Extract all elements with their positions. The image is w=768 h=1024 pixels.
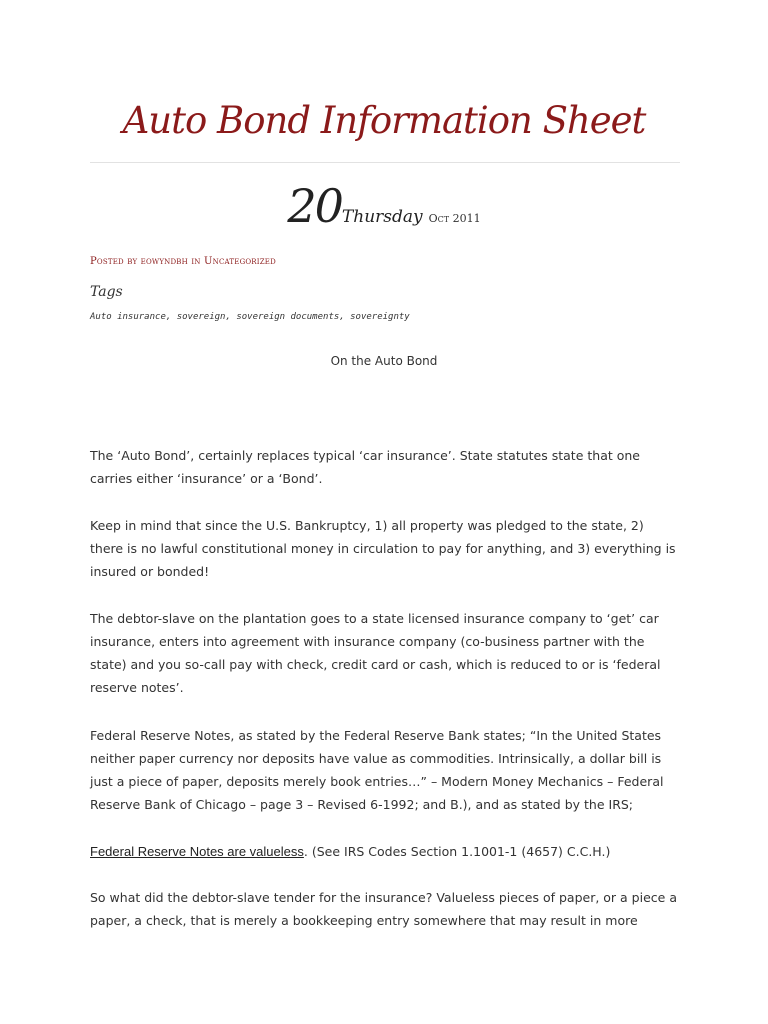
date-weekday: Thursday bbox=[341, 207, 423, 227]
tag-link[interactable]: Auto insurance bbox=[90, 312, 166, 322]
posted-by-label: Posted by bbox=[90, 256, 138, 267]
tag-link[interactable]: sovereignty bbox=[350, 312, 410, 322]
post-date bbox=[0, 178, 768, 234]
body-paragraph: The debtor-slave on the plantation goes to a state licensed insurance company to ‘get’ car insurance, enters into agreement with insurance company (co-business partner with the state) and you so-call pay with check, credit card or cash, which is reduced to or is ‘federal reserve notes’. bbox=[90, 611, 661, 695]
author-link[interactable]: eowyndbh bbox=[140, 256, 188, 267]
tag-link[interactable]: sovereign documents bbox=[236, 312, 340, 322]
body-paragraph bbox=[90, 840, 680, 863]
body-paragraph: Federal Reserve Notes, as stated by the Federal Reserve Bank states; “In the United States neither paper currency nor deposits have value as commodities. Intrinsically, a dollar bill is just a piece of paper, deposits merely book entries…” – Modern Money Mechanics – Federal Reserve Bank of Chicago – page 3 – Revised 6-1992; and B.), and as stated by the IRS; bbox=[90, 728, 664, 812]
body-paragraph: So what did the debtor-slave tender for the insurance? Valueless pieces of paper, or a piece a paper, a check, that is merely a bookkeeping entry somewhere that may result in more bbox=[90, 890, 677, 928]
category-link[interactable]: Uncategorized bbox=[204, 256, 276, 267]
in-label: in bbox=[191, 256, 201, 267]
title-divider bbox=[90, 162, 680, 163]
date-day: 20 bbox=[287, 179, 342, 233]
tags-list: Auto insurance, sovereign, sovereign documents, sovereignty bbox=[90, 312, 410, 322]
body-paragraph: Keep in mind that since the U.S. Bankruptcy, 1) all property was pledged to the state, 2) there is no lawful constitutional money in circulation to pay for anything, and 3) everything is insured or bonded! bbox=[90, 518, 676, 579]
body-paragraph: The ‘Auto Bond’, certainly replaces typical ‘car insurance’. State statutes state that one carries either ‘insurance’ or a ‘Bond’. bbox=[90, 448, 640, 486]
federal-reserve-notes-link[interactable]: Federal Reserve Notes are valueless bbox=[90, 844, 304, 859]
date-month-year: Oct 2011 bbox=[428, 212, 481, 225]
post-subtitle: On the Auto Bond bbox=[330, 354, 438, 368]
post-meta bbox=[90, 256, 276, 267]
post-title: Auto Bond Information Sheet bbox=[122, 99, 646, 142]
tags-heading: Tags bbox=[90, 284, 123, 300]
tag-link[interactable]: sovereign bbox=[176, 312, 226, 322]
irs-citation-text: . (See IRS Codes Section 1.1001-1 (4657) C.C.H.) bbox=[303, 844, 611, 859]
